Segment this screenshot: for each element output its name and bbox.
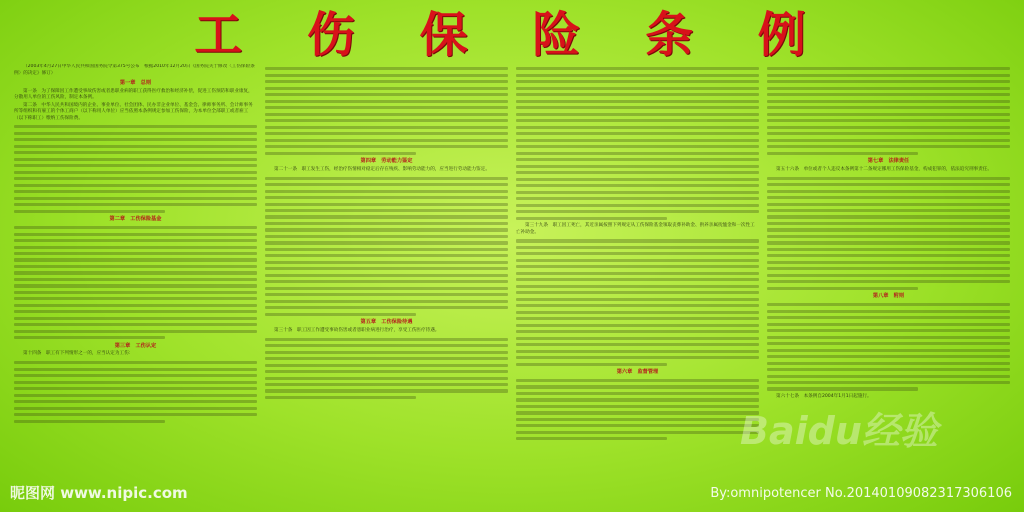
illegible-text-line xyxy=(767,228,1010,231)
chapter-heading: 第三章 工伤认定 xyxy=(114,342,157,349)
article-paragraph: 第一条 为了保障因工作遭受事故伤害或者患职业病的职工获得医疗救治和经济补偿，促进工伤预防和职业康复，分散用人单位的工伤风险，制定本条例。 xyxy=(14,88,253,100)
illegible-text-line xyxy=(14,252,257,255)
illegible-text-line xyxy=(767,267,1010,270)
illegible-text-line xyxy=(767,177,1010,180)
illegible-text-line xyxy=(265,228,508,231)
illegible-text-line xyxy=(265,126,508,129)
illegible-text-line xyxy=(265,383,508,386)
illegible-text-line xyxy=(767,310,1010,313)
illegible-text-line xyxy=(14,132,257,135)
illegible-text-line xyxy=(516,80,759,83)
illegible-text-line xyxy=(516,178,759,181)
illegible-text-line xyxy=(767,100,1010,103)
illegible-text-line xyxy=(14,330,257,333)
illegible-text-line xyxy=(14,323,257,326)
illegible-text-line xyxy=(516,291,759,294)
illegible-text-line xyxy=(767,183,1010,186)
illegible-text-line xyxy=(767,222,1010,225)
illegible-text-line xyxy=(516,418,759,421)
illegible-text-line xyxy=(516,126,759,129)
illegible-text-line xyxy=(14,368,257,371)
center-watermark: Baidu经验 xyxy=(740,409,938,453)
illegible-text-line xyxy=(265,119,508,122)
illegible-text-line xyxy=(14,177,257,180)
illegible-text-line xyxy=(516,411,759,414)
illegible-text-line xyxy=(14,158,257,161)
illegible-text-line xyxy=(516,119,759,122)
illegible-text-line xyxy=(516,197,759,200)
illegible-text-line xyxy=(767,126,1010,129)
illegible-text-line xyxy=(14,151,257,154)
illegible-text-line xyxy=(14,420,165,423)
illegible-text-line xyxy=(767,254,1010,257)
chapter-heading: 第四章 劳动能力鉴定 xyxy=(360,158,413,165)
text-column xyxy=(14,64,257,482)
illegible-text-line xyxy=(265,370,508,373)
illegible-text-line xyxy=(14,210,165,213)
illegible-text-line xyxy=(516,171,759,174)
illegible-text-line xyxy=(14,271,257,274)
illegible-text-line xyxy=(767,329,1010,332)
illegible-text-line xyxy=(767,280,1010,283)
illegible-text-line xyxy=(767,190,1010,193)
illegible-text-line xyxy=(14,138,257,141)
illegible-text-line xyxy=(767,387,918,390)
illegible-text-line xyxy=(516,398,759,401)
illegible-text-line xyxy=(767,93,1010,96)
illegible-text-line xyxy=(14,297,257,300)
illegible-text-line xyxy=(767,139,1010,142)
illegible-text-line xyxy=(516,246,759,249)
illegible-text-line xyxy=(265,215,508,218)
illegible-text-line xyxy=(265,67,508,70)
illegible-text-line xyxy=(516,356,759,359)
illegible-text-line xyxy=(516,204,759,207)
site-watermark: 昵图网 www.nipic.com xyxy=(10,484,188,502)
chapter-heading: 第六章 监督管理 xyxy=(616,369,659,376)
illegible-text-line xyxy=(14,226,257,229)
illegible-text-line xyxy=(14,265,257,268)
illegible-text-line xyxy=(516,437,667,440)
illegible-text-line xyxy=(767,209,1010,212)
illegible-text-line xyxy=(265,389,508,392)
illegible-text-line xyxy=(265,196,508,199)
illegible-text-line xyxy=(14,239,257,242)
illegible-text-line xyxy=(516,165,759,168)
illegible-text-line xyxy=(14,394,257,397)
illegible-text-line xyxy=(265,396,416,399)
illegible-text-line xyxy=(265,261,508,264)
illegible-text-line xyxy=(767,342,1010,345)
illegible-text-line xyxy=(265,113,508,116)
illegible-text-line xyxy=(516,350,759,353)
illegible-text-line xyxy=(767,303,1010,306)
illegible-text-line xyxy=(767,132,1010,135)
illegible-text-line xyxy=(265,274,508,277)
illegible-text-line xyxy=(516,311,759,314)
chapter-heading: 第五章 工伤保险待遇 xyxy=(360,319,413,326)
illegible-text-line xyxy=(767,215,1010,218)
illegible-text-line xyxy=(14,278,257,281)
illegible-text-line xyxy=(265,139,508,142)
illegible-text-line xyxy=(14,164,257,167)
illegible-text-line xyxy=(516,87,759,90)
illegible-text-line xyxy=(767,196,1010,199)
illegible-text-line xyxy=(265,377,508,380)
illegible-text-line xyxy=(265,235,508,238)
illegible-text-line xyxy=(516,304,759,307)
illegible-text-line xyxy=(767,67,1010,70)
illegible-text-line xyxy=(265,241,508,244)
illegible-text-line xyxy=(767,119,1010,122)
illegible-text-line xyxy=(265,74,508,77)
illegible-text-line xyxy=(14,145,257,148)
illegible-text-line xyxy=(516,317,759,320)
illegible-text-line xyxy=(14,381,257,384)
illegible-text-line xyxy=(14,361,257,364)
illegible-text-line xyxy=(516,431,759,434)
illegible-text-line xyxy=(265,106,508,109)
illegible-text-line xyxy=(767,381,1010,384)
illegible-text-line xyxy=(767,261,1010,264)
author-watermark: By:omnipotencer No.20140109082317306106 xyxy=(710,486,1012,501)
illegible-text-line xyxy=(516,93,759,96)
illegible-text-line xyxy=(516,239,759,242)
illegible-text-line xyxy=(767,355,1010,358)
illegible-text-line xyxy=(767,274,1010,277)
illegible-text-line xyxy=(516,113,759,116)
illegible-text-line xyxy=(14,413,257,416)
illegible-text-line xyxy=(767,349,1010,352)
illegible-text-line xyxy=(767,316,1010,319)
illegible-text-line xyxy=(516,405,759,408)
illegible-text-line xyxy=(265,300,508,303)
illegible-text-line xyxy=(516,191,759,194)
illegible-text-line xyxy=(516,330,759,333)
illegible-text-line xyxy=(14,184,257,187)
illegible-text-line xyxy=(14,387,257,390)
illegible-text-line xyxy=(516,424,759,427)
illegible-text-line xyxy=(265,100,508,103)
illegible-text-line xyxy=(516,385,759,388)
illegible-text-line xyxy=(516,265,759,268)
illegible-text-line xyxy=(516,343,759,346)
illegible-text-line xyxy=(265,203,508,206)
illegible-text-line xyxy=(516,363,667,366)
illegible-text-line xyxy=(516,298,759,301)
illegible-text-line xyxy=(14,310,257,313)
illegible-text-line xyxy=(14,284,257,287)
illegible-text-line xyxy=(265,313,416,316)
illegible-text-line xyxy=(265,222,508,225)
illegible-text-line xyxy=(265,364,508,367)
illegible-text-line xyxy=(14,197,257,200)
illegible-text-line xyxy=(516,158,759,161)
illegible-text-line xyxy=(516,67,759,70)
illegible-text-line xyxy=(516,139,759,142)
illegible-text-line xyxy=(767,235,1010,238)
illegible-text-line xyxy=(767,248,1010,251)
illegible-text-line xyxy=(516,252,759,255)
illegible-text-line xyxy=(265,132,508,135)
chapter-heading: 第七章 法律责任 xyxy=(867,158,910,165)
illegible-text-line xyxy=(265,248,508,251)
illegible-text-line xyxy=(516,106,759,109)
illegible-text-line xyxy=(265,344,508,347)
illegible-text-line xyxy=(265,357,508,360)
illegible-text-line xyxy=(265,338,508,341)
article-paragraph: 第六十七条 本条例自2004年1月1日起施行。 xyxy=(776,393,872,399)
illegible-text-line xyxy=(14,203,257,206)
chapter-heading: 第一章 总则 xyxy=(119,80,152,86)
illegible-text-line xyxy=(516,132,759,135)
illegible-text-line xyxy=(14,304,257,307)
chapter-heading: 第八章 附则 xyxy=(872,293,905,300)
illegible-text-line xyxy=(265,280,508,283)
illegible-text-line xyxy=(14,374,257,377)
illegible-text-line xyxy=(265,254,508,257)
illegible-text-line xyxy=(767,74,1010,77)
illegible-text-line xyxy=(516,324,759,327)
illegible-text-line xyxy=(14,125,257,128)
illegible-text-line xyxy=(767,87,1010,90)
article-paragraph: 第五十六条 单位或者个人违反本条例第十二条规定挪用工伤保险基金，构成犯罪的，依法追究刑事责任。 xyxy=(776,166,992,172)
illegible-text-line xyxy=(767,375,1010,378)
illegible-text-line xyxy=(767,241,1010,244)
illegible-text-line xyxy=(767,145,1010,148)
illegible-text-line xyxy=(14,400,257,403)
illegible-text-line xyxy=(767,106,1010,109)
illegible-text-line xyxy=(14,258,257,261)
article-paragraph: 第十四条 职工有下列情形之一的，应当认定为工伤： xyxy=(23,351,134,357)
illegible-text-line xyxy=(767,368,1010,371)
illegible-text-line xyxy=(516,337,759,340)
illegible-text-line xyxy=(14,171,257,174)
illegible-text-line xyxy=(767,323,1010,326)
illegible-text-line xyxy=(265,267,508,270)
illegible-text-line xyxy=(265,93,508,96)
illegible-text-line xyxy=(265,80,508,83)
illegible-text-line xyxy=(265,209,508,212)
illegible-text-line xyxy=(516,272,759,275)
article-paragraph: 第三十九条 职工因工死亡，其近亲属按照下列规定从工伤保险基金领取丧葬补助金、供养亲属抚恤金和一次性工亡补助金。 xyxy=(516,223,755,235)
illegible-text-line xyxy=(516,210,759,213)
illegible-text-line xyxy=(265,152,416,155)
article-paragraph: （2003年4月27日中华人民共和国国务院令第375号公布 根据2010年12月20日《国务院关于修改〈工伤保险条例〉的决定》修订） xyxy=(14,64,255,76)
illegible-text-line xyxy=(265,287,508,290)
article-paragraph: 第二十一条 职工发生工伤，经治疗伤情相对稳定后存在残疾、影响劳动能力的，应当进行劳动能力鉴定。 xyxy=(274,166,490,172)
illegible-text-line xyxy=(265,183,508,186)
illegible-text-line xyxy=(767,287,918,290)
illegible-text-line xyxy=(516,285,759,288)
illegible-text-line xyxy=(767,336,1010,339)
illegible-text-line xyxy=(516,145,759,148)
illegible-text-line xyxy=(516,278,759,281)
illegible-text-line xyxy=(516,217,667,220)
illegible-text-line xyxy=(767,113,1010,116)
illegible-text-line xyxy=(767,203,1010,206)
illegible-text-line xyxy=(265,190,508,193)
article-paragraph: 第二条 中华人民共和国境内的企业、事业单位、社会团体、民办非企业单位、基金会、律师事务所、会计师事务所等组织和有雇工的个体工商户（以下称用人单位）应当依照本条例规定参加工伤保险，为本单位全部职工或者雇工（以下称职工）缴纳工伤保险费。 xyxy=(14,102,253,121)
illegible-text-line xyxy=(516,184,759,187)
illegible-text-line xyxy=(516,379,759,382)
illegible-text-line xyxy=(767,152,918,155)
poster-title: 工 伤 保 险 条 例 xyxy=(194,7,830,63)
illegible-text-line xyxy=(265,145,508,148)
text-column xyxy=(516,64,759,482)
chapter-heading: 第二章 工伤保险基金 xyxy=(109,216,162,223)
illegible-text-line xyxy=(265,306,508,309)
illegible-text-line xyxy=(516,259,759,262)
illegible-text-line xyxy=(265,351,508,354)
illegible-text-line xyxy=(767,362,1010,365)
illegible-text-line xyxy=(516,152,759,155)
text-column xyxy=(265,64,508,482)
illegible-text-line xyxy=(767,80,1010,83)
illegible-text-line xyxy=(14,291,257,294)
article-paragraph: 第三十条 职工因工作遭受事故伤害或者患职业病进行治疗，享受工伤医疗待遇。 xyxy=(274,327,440,333)
illegible-text-line xyxy=(265,87,508,90)
illegible-text-line xyxy=(265,293,508,296)
illegible-text-line xyxy=(14,246,257,249)
illegible-text-line xyxy=(14,190,257,193)
illegible-text-line xyxy=(516,74,759,77)
illegible-text-line xyxy=(14,407,257,410)
illegible-text-line xyxy=(265,177,508,180)
illegible-text-line xyxy=(14,336,165,339)
illegible-text-line xyxy=(14,233,257,236)
illegible-text-line xyxy=(14,317,257,320)
illegible-text-line xyxy=(516,100,759,103)
illegible-text-line xyxy=(516,392,759,395)
